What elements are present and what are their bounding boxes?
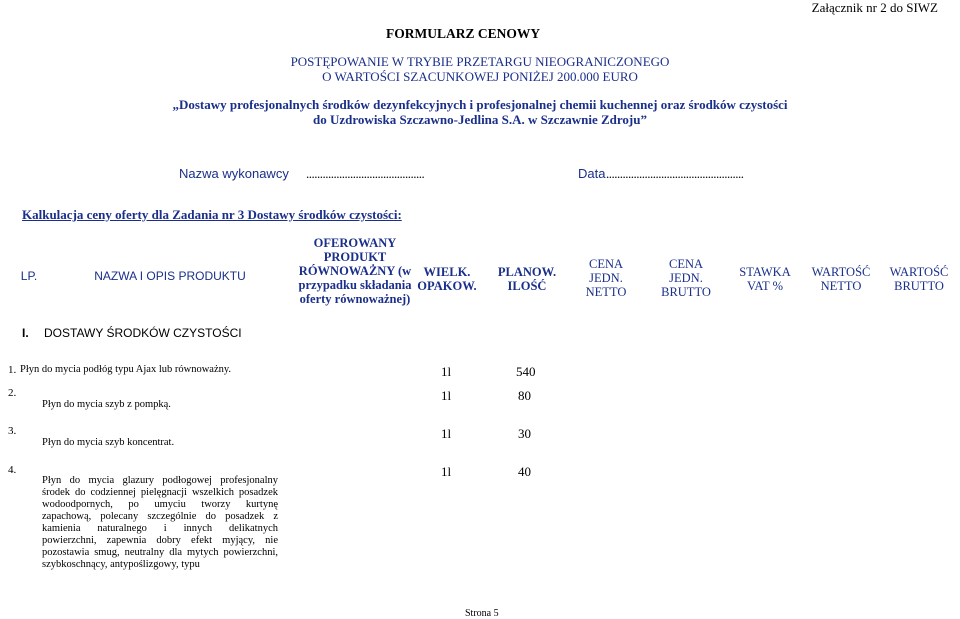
form-title: FORMULARZ CENOWY [386,26,541,41]
header-package-size: WIELK. OPAKOW. [417,265,477,293]
header-equivalent-product: OFEROWANY PRODUKT RÓWNOWAŻNY (w przypadku składania oferty równoważnej) [298,236,412,306]
row-planned-qty: 80 [518,388,531,403]
header-unit-price-gross: CENA JEDN. BRUTTO [661,257,711,299]
calc-heading: Kalkulacja ceny oferty dla Zadania nr 3 Dostawy środków czystości: [22,207,402,222]
subject-line-2: do Uzdrowiska Szczawno-Jedlina S.A. w Szczawnie Zdroju” [313,112,647,127]
header-vat-rate: STAWKA VAT % [739,265,791,293]
procedure-line-1: POSTĘPOWANIE W TRYBIE PRZETARGU NIEOGRANICZONEGO [290,54,670,69]
header-name: NAZWA I OPIS PRODUKTU [94,269,246,283]
header-planned-qty: PLANOW. ILOŚĆ [497,265,557,293]
contractor-dots: ........................................... [306,166,425,181]
row-planned-qty: 30 [518,426,531,441]
row-lp: 4. [8,464,17,476]
row-description: Płyn do mycia glazury podłogowej profesjonalny środek do codziennej pielęgnacji wszelkich posadzek wodoodpornych, po umyciu tworzy kurtynę zapachową, polecany szczególnie do posadzek z kamienia naturalnego i innych delikatnych powierzchni, zapewnia dobry efekt myjący, nie pozostawia smug, neutralny dla mytych powierzchni, szybkoschnący, antypoślizgowy, typu [42,475,278,570]
page-number: Strona 5 [465,608,499,619]
row-description: Płyn do mycia szyb koncentrat. [42,437,175,448]
date-label: Data [578,166,606,181]
row-lp: 2. [8,387,17,399]
section-label: I. [22,326,29,340]
header-lp: LP. [20,269,38,283]
row-lp: 3. [8,425,17,437]
section-title: DOSTAWY ŚRODKÓW CZYSTOŚCI [44,326,242,340]
subject-line-1: „Dostawy profesjonalnych środków dezynfekcyjnych i profesjonalnej chemii kuchennej oraz środków czystości [172,97,788,112]
contractor-label: Nazwa wykonawcy [179,166,289,181]
row-planned-qty: 40 [518,464,531,479]
header-value-gross: WARTOŚĆ BRUTTO [889,265,949,293]
row-description: Płyn do mycia podłóg typu Ajax lub równoważny. [20,364,232,375]
row-planned-qty: 540 [516,364,536,379]
row-description: Płyn do mycia szyb z pompką. [42,399,171,410]
row-package-size: 1l [441,364,452,379]
attachment-label: Załącznik nr 2 do SIWZ [811,0,938,15]
procedure-line-2: O WARTOŚCI SZACUNKOWEJ PONIŻEJ 200.000 EURO [322,69,638,84]
header-unit-price-net: CENA JEDN. NETTO [585,257,627,299]
date-dots: .................................................. [606,166,744,181]
row-lp: 1. [8,364,17,376]
row-package-size: 1l [441,426,452,441]
row-package-size: 1l [441,388,452,403]
header-value-net: WARTOŚĆ NETTO [811,265,871,293]
row-package-size: 1l [441,464,452,479]
